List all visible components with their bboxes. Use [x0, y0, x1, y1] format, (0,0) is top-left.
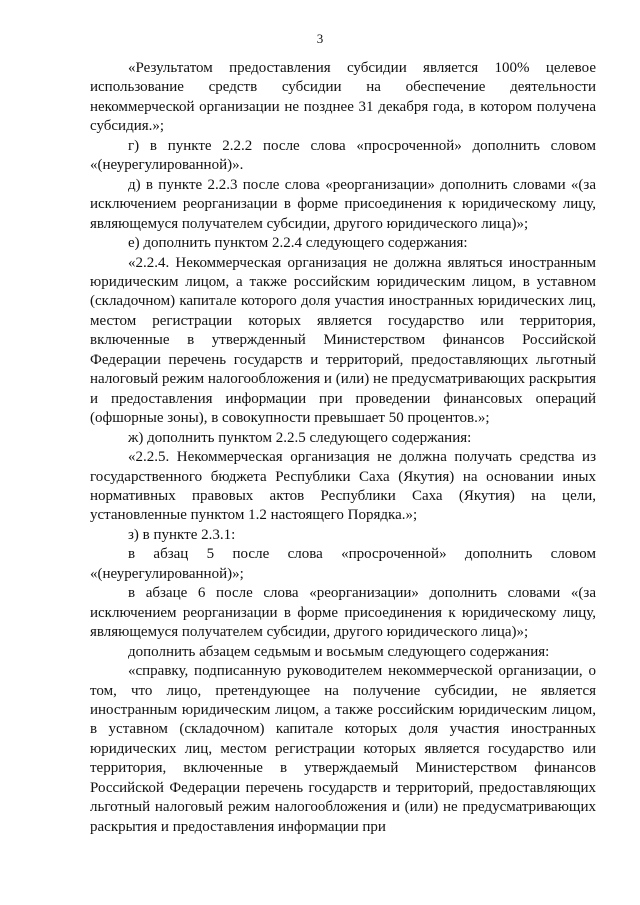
paragraph-amendment-d: д) в пункте 2.2.3 после слова «реорганизации» дополнить словами «(за исключением реорганизации в форме присоединения к юридическому лицу, являющемуся получателем субсидии, другого юридического лица)»;: [90, 176, 596, 232]
document-body: [90, 59, 596, 837]
paragraph-add-abzac: дополнить абзацем седьмым и восьмым следующего содержания:: [128, 643, 550, 660]
paragraph-clause-2-2-4: «2.2.4. Некоммерческая организация не должна являться иностранным юридическим лицом, а также российским юридическим лицом, в уставном (складочном) капитале которого доля участия иностранных юридических лиц, местом регистрации которых является государство или территория, включенные в утвержденный Министерством финансов Российской Федерации перечень государств и территорий, предоставляющих льготный налоговый режим налогообложения и (или) не предусматривающих раскрытия и предоставления информации при проведении финансовых операций (офшорные зоны), в совокупности превышает 50 процентов.»;: [90, 254, 596, 427]
paragraph-clause-2-2-5: «2.2.5. Некоммерческая организация не должна получать средства из государственного бюджета Республики Саха (Якутия) на основании иных нормативных правовых актов Республики Саха (Якутия) на цели, установленные пунктом 1.2 настоящего Порядка.»;: [90, 449, 596, 524]
paragraph-amendment-zh: ж) дополнить пунктом 2.2.5 следующего содержания:: [128, 429, 472, 446]
paragraph-amendment-e: е) дополнить пунктом 2.2.4 следующего содержания:: [128, 235, 468, 252]
paragraph-certificate-clause: «справку, подписанную руководителем некоммерческой организации, о том, что лицо, претендующее на получение субсидии, не является иностранным юридическим лицом, а также российским юридическим лицом, в уставном (складочном) капитале которых доля участия иностранных юридических лиц, местом регистрации которых является государство или территория, включенные в утверждаемый Министерством финансов Российской Федерации перечень государств и территорий, предоставляющих льготный налоговый режим налогообложения и (или) не предусматривающих раскрытия и предоставления информации при: [90, 663, 596, 835]
paragraph-abzac-6: в абзаце 6 после слова «реорганизации» дополнить словами «(за исключением реорганизации в форме присоединения к юридическому лицу, являющемуся получателем субсидии, другого юридического лица)»;: [90, 585, 596, 641]
paragraph-amendment-z: з) в пункте 2.3.1:: [128, 526, 236, 543]
page-number: 3: [316, 31, 324, 46]
paragraph-abzac-5: в абзац 5 после слова «просроченной» дополнить словом «(неурегулированной)»;: [90, 546, 596, 582]
paragraph-result-clause: «Результатом предоставления субсидии является 100% целевое использование средств субсидии на обеспечение деятельности некоммерческой организации не позднее 31 декабря года, в котором получена субсидия.»;: [90, 60, 596, 135]
paragraph-amendment-g: г) в пункте 2.2.2 после слова «просроченной» дополнить словом «(неурегулированной)».: [90, 137, 596, 174]
